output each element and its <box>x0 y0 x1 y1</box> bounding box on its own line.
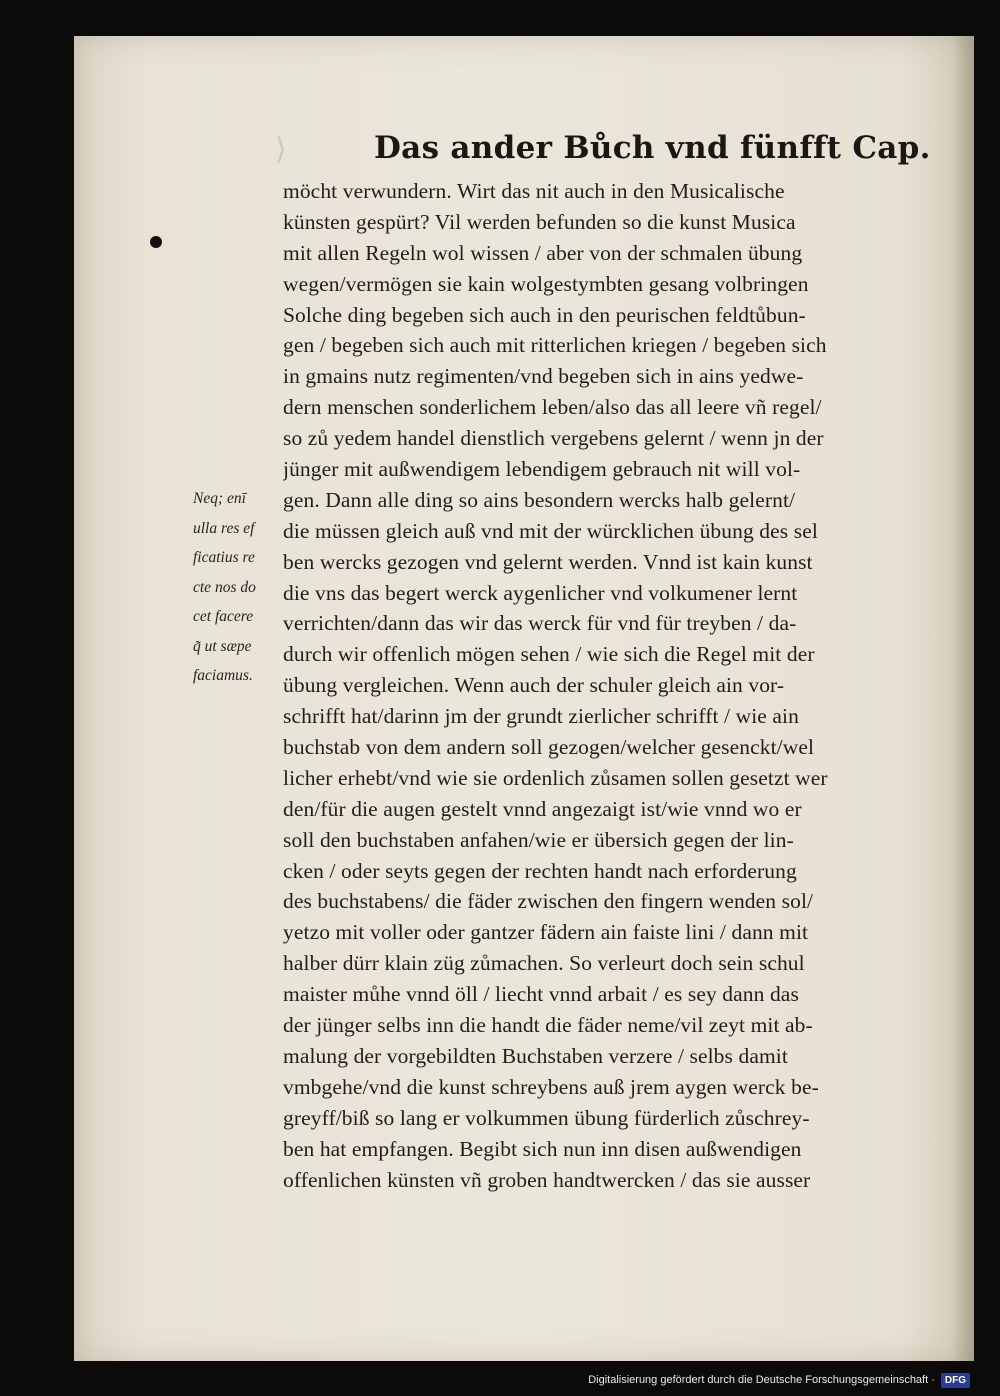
funding-credit: Digitalisierung gefördert durch die Deutsche Forschungsgemeinschaft · <box>588 1374 935 1386</box>
text-line: cken / oder seyts gegen der rechten handt nach erforderung <box>283 858 797 883</box>
text-line: verrichten/dann das wir das werck für vnd für treyben / da- <box>283 611 797 636</box>
text-line: dern menschen sonderlichem leben/also das all leere vñ regel/ <box>283 395 822 420</box>
text-line: mit allen Regeln wol wissen / aber von der schmalen übung <box>283 240 803 265</box>
text-line: greyff/biß so lang er volkummen übung fürderlich zůschrey- <box>283 1105 810 1130</box>
text-line: wegen/vermögen sie kain wolgestymbten gesang volbringen <box>283 271 809 296</box>
footer-credit-bar <box>588 1368 970 1392</box>
text-line: schrifft hat/darinn jm der grundt zierlicher schrifft / wie ain <box>283 704 799 729</box>
text-line: jünger mit außwendigem lebendigem gebrauch nit will vol- <box>283 457 801 482</box>
margin-note-line: Neq; enī <box>193 490 246 507</box>
dfg-logo: DFG <box>941 1373 970 1388</box>
text-line: künsten gespürt? Vil werden befunden so die kunst Musica <box>283 209 796 234</box>
text-line: malung der vorgebildten Buchstaben verzere / selbs damit <box>283 1043 788 1068</box>
running-header: Das ander Bůch vnd fünfft Cap. <box>374 130 931 166</box>
margin-note <box>193 484 281 691</box>
text-line: maister můhe vnnd öll / liecht vnnd arbait / es sey dann das <box>283 982 799 1007</box>
text-line: in gmains nutz regimenten/vnd begeben sich in ains yedwe- <box>283 364 804 389</box>
margin-note-line: cte nos do <box>193 578 256 596</box>
text-line: übung vergleichen. Wenn auch der schuler gleich ain vor- <box>283 673 785 698</box>
text-line: die müssen gleich auß vnd mit der würcklichen übung des sel <box>283 518 818 543</box>
text-line: so zů yedem handel dienstlich vergebens gelernt / wenn jn der <box>283 426 824 451</box>
text-line: yetzo mit voller oder gantzer fädern ain faiste lini / dann mit <box>283 920 809 945</box>
margin-note-line: ficatius re <box>193 549 255 566</box>
binding-hole-mark <box>150 236 162 248</box>
text-line: Solche ding begeben sich auch in den peurischen feldtůbun- <box>283 302 806 327</box>
body-text <box>283 176 963 1195</box>
text-line: möcht verwundern. Wirt das nit auch in den Musicalische <box>283 179 785 203</box>
text-line: ben wercks gezogen vnd gelernt werden. Vnnd ist kain kunst <box>283 549 813 574</box>
text-line: buchstab von dem andern soll gezogen/welcher gesenckt/wel <box>283 735 815 760</box>
margin-note-line: ulla res ef <box>193 519 255 537</box>
bleed-through-mark: ⟩ <box>275 132 287 167</box>
text-line: ben hat empfangen. Begibt sich nun inn disen außwendigen <box>283 1136 802 1161</box>
text-line: durch wir offenlich mögen sehen / wie sich die Regel mit der <box>283 642 815 667</box>
text-line: halber dürr klain züg zůmachen. So verleurt doch sein schul <box>283 951 805 976</box>
text-line: offenlichen künsten vñ groben handtwercken / das sie ausser <box>283 1167 811 1192</box>
text-line: vmbgehe/vnd die kunst schreybens auß jrem aygen werck be- <box>283 1074 819 1099</box>
margin-note-line: faciamus. <box>193 667 253 684</box>
text-line: gen / begeben sich auch mit ritterlichen kriegen / begeben sich <box>283 333 827 358</box>
text-line: licher erhebt/vnd wie sie ordenlich zůsamen sollen gesetzt wer <box>283 765 828 790</box>
text-line: den/für die augen gestelt vnnd angezaigt ist/wie vnnd wo er <box>283 796 802 821</box>
text-line: des buchstabens/ die fäder zwischen den fingern wenden sol/ <box>283 889 814 914</box>
margin-note-line: cet facere <box>193 608 254 625</box>
text-line: die vns das begert werck aygenlicher vnd volkumener lernt <box>283 580 798 605</box>
margin-note-line: q̃ ut sæpe <box>193 637 252 655</box>
text-line: der jünger selbs inn die handt die fäder neme/vil zeyt mit ab- <box>283 1013 813 1038</box>
text-line: gen. Dann alle ding so ains besondern wercks halb gelernt/ <box>283 487 796 512</box>
text-line: soll den buchstaben anfahen/wie er übersich gegen der lin- <box>283 827 794 852</box>
